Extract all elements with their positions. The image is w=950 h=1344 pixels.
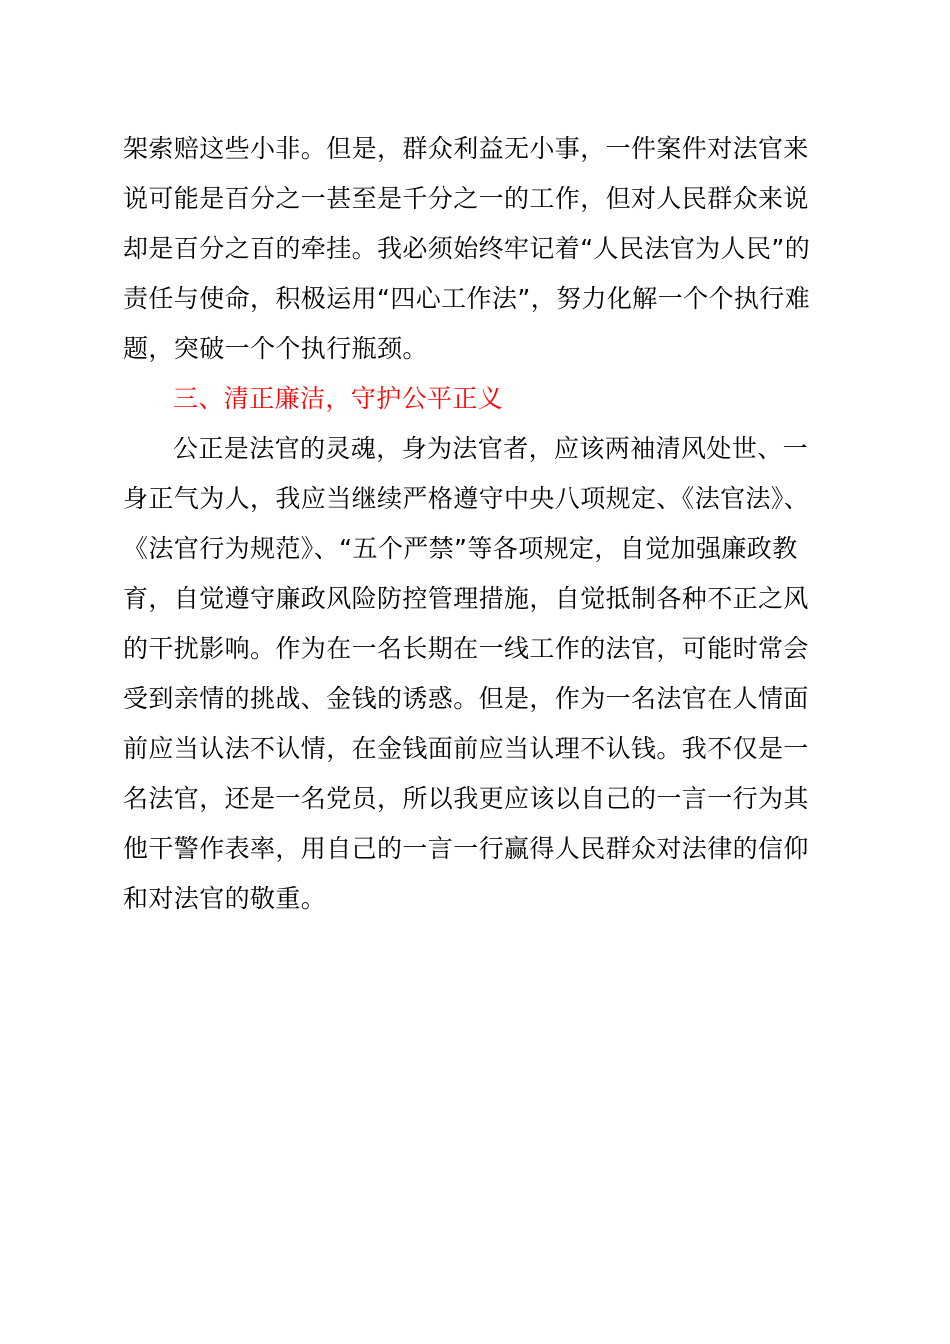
text-line: 说可能是百分之一甚至是千分之一的工作，但对人民群众来说 (123, 184, 809, 213)
document-body (123, 124, 839, 924)
text-line: 责任与使命，积极运用“四心工作法”，努力化解一个个执行难 (123, 284, 811, 313)
text-line: 受到亲情的挑战、金钱的诱惑。但是，作为一名法官在人情面 (123, 684, 809, 713)
text-line: 前应当认法不认情，在金钱面前应当认理不认钱。我不仅是一 (123, 734, 809, 763)
text-line: 他干警作表率，用自己的一言一行赢得人民群众对法律的信仰 (123, 834, 809, 863)
paragraph-integrity (123, 424, 839, 924)
text-line: 架索赔这些小非。但是，群众利益无小事，一件案件对法官来 (123, 134, 809, 163)
text-line: 《法官行为规范》、“五个严禁”等各项规定，自觉加强廉政教 (123, 534, 798, 563)
text-line: 题，突破一个个执行瓶颈。 (123, 334, 428, 363)
text-line: 的干扰影响。作为在一名长期在一线工作的法官，可能时常会 (123, 634, 809, 663)
text-line: 育，自觉遵守廉政风险防控管理措施，自觉抵制各种不正之风 (123, 584, 809, 613)
text-line: 却是百分之百的牵挂。我必须始终牢记着“人民法官为人民”的 (123, 234, 811, 263)
text-line: 身正气为人，我应当继续严格遵守中央八项规定、《法官法》、 (123, 484, 810, 513)
text-line: 名法官，还是一名党员，所以我更应该以自己的一言一行为其 (123, 784, 809, 813)
paragraph-case-work (123, 124, 839, 374)
text-line: 和对法官的敬重。 (123, 884, 327, 913)
text-line: 公正是法官的灵魂，身为法官者，应该两袖清风处世、一 (173, 434, 809, 463)
section-heading: 三、清正廉洁，守护公平正义 (173, 384, 504, 413)
